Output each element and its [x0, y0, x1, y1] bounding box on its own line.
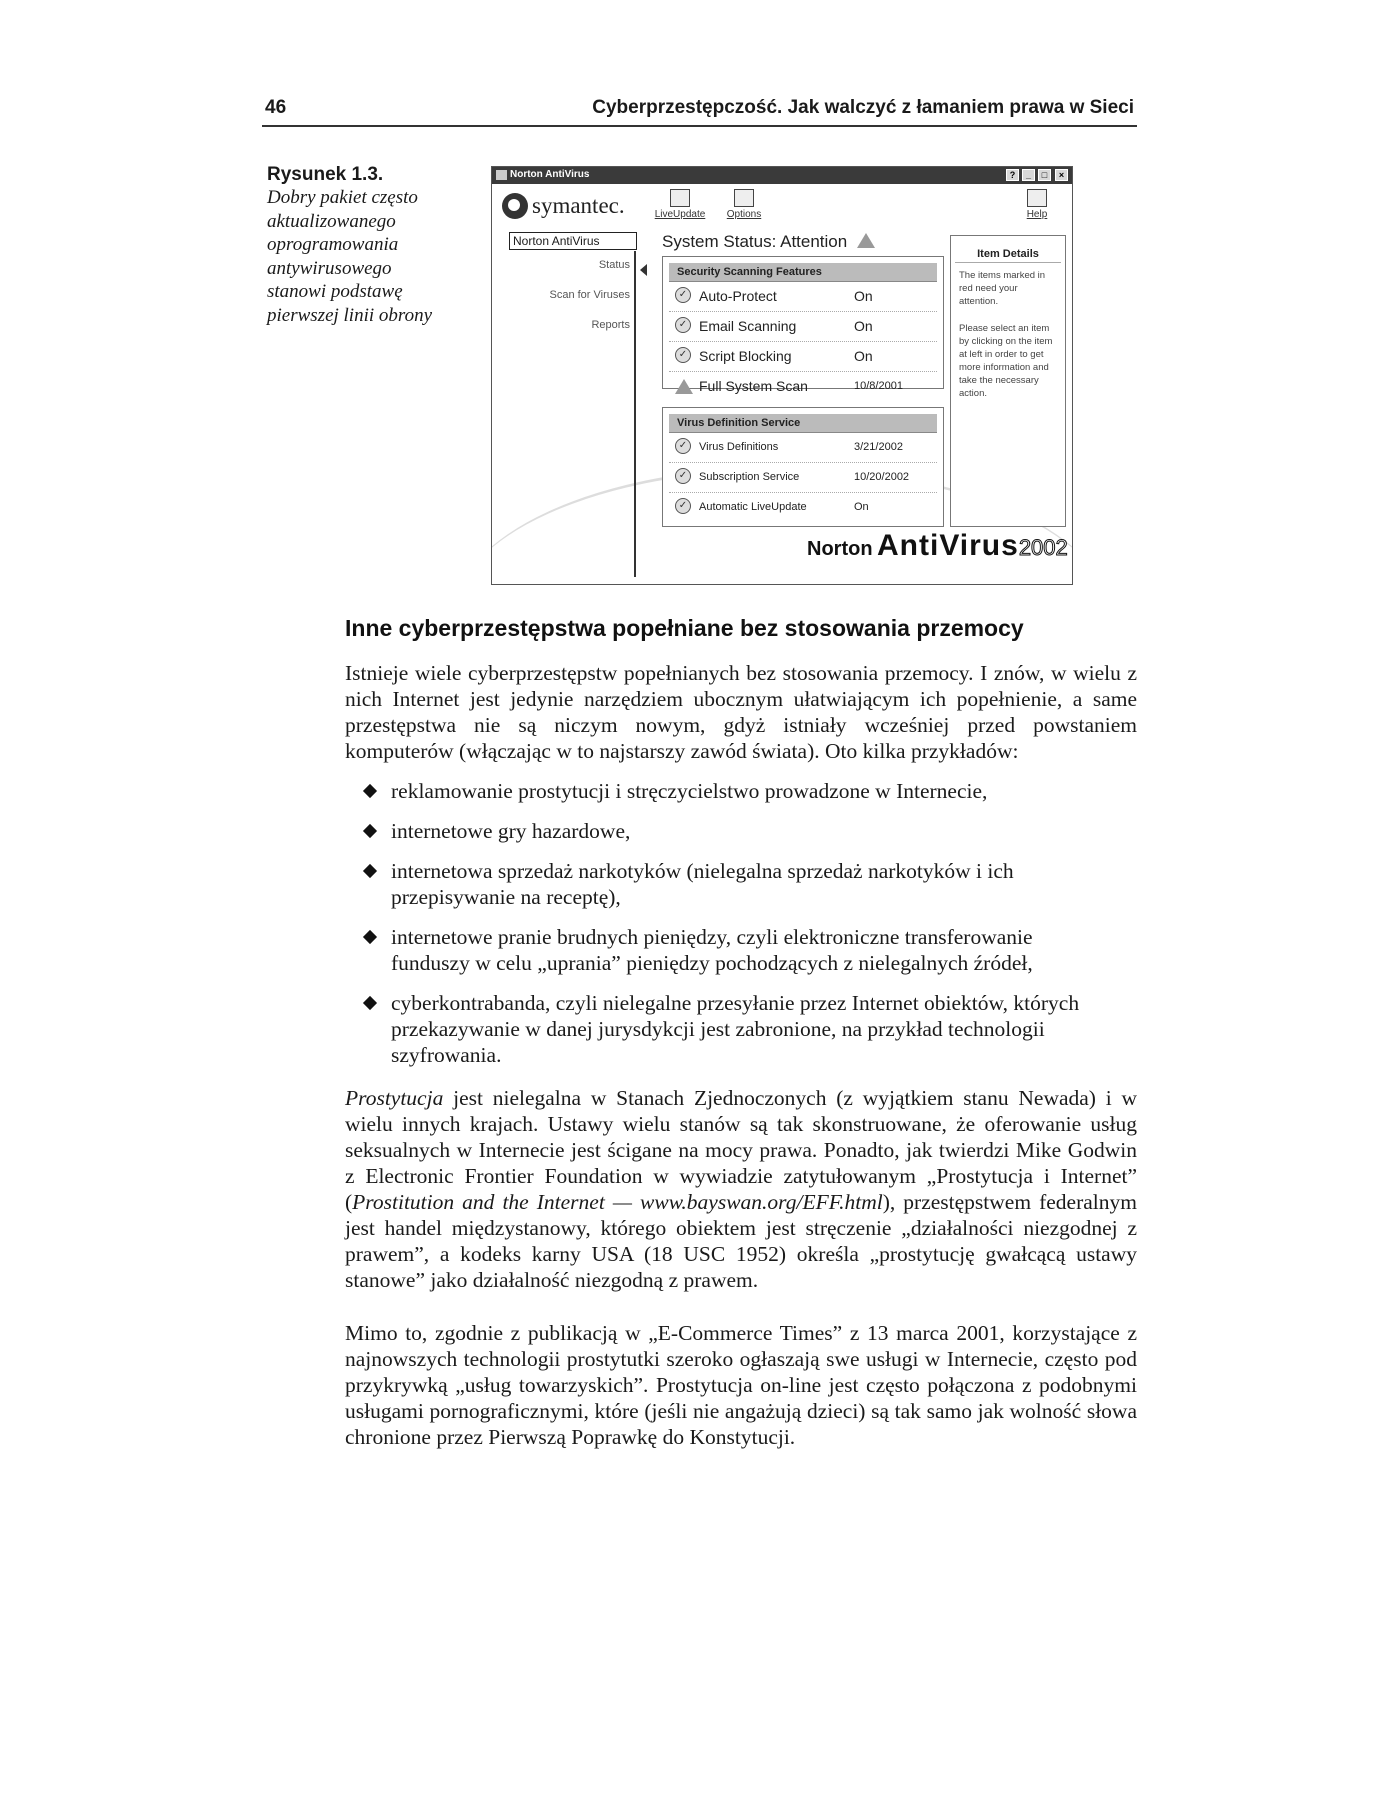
- close-icon[interactable]: ×: [1055, 169, 1068, 181]
- list-item-text: reklamowanie prostytucji i stręczycielstwo prowadzone w Internecie,: [391, 779, 988, 803]
- row-value: 10/8/2001: [854, 380, 903, 392]
- paragraph-prostitution: [345, 1085, 1137, 1293]
- list-item: [360, 778, 1100, 804]
- row-value: On: [854, 348, 873, 364]
- check-icon: ✓: [675, 498, 691, 514]
- nav-item-reports[interactable]: Reports: [591, 319, 630, 331]
- row-name: Full System Scan: [699, 378, 808, 394]
- list-item: [360, 818, 1100, 844]
- virus-row-definitions[interactable]: [669, 433, 937, 463]
- figure-caption: [267, 164, 437, 327]
- item-details-title: Item Details: [955, 248, 1061, 263]
- liveupdate-button[interactable]: [650, 189, 710, 223]
- brand-norton: Norton: [807, 538, 873, 560]
- virus-row-subscription[interactable]: [669, 463, 937, 493]
- diamond-bullet-icon: [363, 784, 377, 798]
- minimize-icon[interactable]: _: [1022, 169, 1035, 181]
- running-header: [262, 95, 1137, 127]
- check-icon: ✓: [675, 317, 691, 333]
- liveupdate-label: LiveUpdate: [654, 209, 706, 220]
- diamond-bullet-icon: [363, 930, 377, 944]
- security-row-script-blocking[interactable]: [669, 342, 937, 372]
- list-item: [360, 924, 1100, 976]
- norton-antivirus-brand: [807, 529, 1068, 563]
- virus-row-automatic-liveupdate[interactable]: [669, 493, 937, 522]
- help-icon: [1027, 189, 1047, 207]
- system-status-heading: [662, 232, 875, 252]
- list-item-text: internetowe gry hazardowe,: [391, 819, 631, 843]
- options-icon: [734, 189, 754, 207]
- row-name: Script Blocking: [699, 348, 792, 364]
- system-status-text: System Status: Attention: [662, 232, 848, 251]
- security-panel-title: Security Scanning Features: [669, 263, 937, 282]
- security-scanning-panel: [662, 256, 944, 394]
- norton-screenshot: [491, 166, 1073, 585]
- running-title: Cyberprzestępczość. Jak walczyć z łamaniem prawa w Sieci: [592, 97, 1134, 118]
- options-label: Options: [726, 209, 762, 220]
- row-value: On: [854, 318, 873, 334]
- paragraph-text-1: jest nielegalna w Stanach Zjednoczonych (z wyjątkiem stanu Newada) i w wielu innych krajach. Ustawy wielu stanów są tak skonstruowane, że oferowanie usług seksualnych w Internecie jest ścigane na mocy prawa. Ponadto, jak twierdzi Mike Godwin z Electronic Frontier Foundation w wywiadzie zatytułowanym „Prostytucja i Internet” (: [345, 1086, 1137, 1214]
- item-details-text-1: The items marked in red need your attention.: [959, 270, 1046, 307]
- row-value: On: [854, 288, 873, 304]
- security-row-auto-protect[interactable]: [669, 282, 937, 312]
- list-item: [360, 990, 1080, 1068]
- maximize-icon[interactable]: □: [1038, 169, 1051, 181]
- list-item-text: internetowe pranie brudnych pieniędzy, czyli elektroniczne transferowanie funduszy w celu „uprania” pieniędzy pochodzących z nielegalnych źródeł,: [391, 925, 1033, 975]
- diamond-bullet-icon: [363, 824, 377, 838]
- figure-caption-text: Dobry pakiet często aktualizowanego oprogramowania antywirusowego stanowi podstawę pierwszej linii obrony: [267, 187, 433, 326]
- row-name: Auto-Protect: [699, 288, 777, 304]
- check-icon: ✓: [675, 287, 691, 303]
- section-title: Inne cyberprzestępstwa popełniane bez stosowania przemocy: [345, 615, 1024, 641]
- page-number: 46: [265, 97, 287, 118]
- list-item: [360, 858, 1040, 910]
- app-icon: [496, 170, 507, 180]
- help-label: Help: [1026, 209, 1048, 220]
- window-titlebar: [492, 167, 1072, 184]
- paragraph-intro: Istnieje wiele cyberprzestępstw popełnianych bez stosowania przemocy. I znów, w wielu z nich Internet jest jedynie narzędziem ubocznym ułatwiającym ich popełnienie, a same przestępstwa nie są niczym nowym, gdyż istniały wcześniej przed powstaniem komputerów (włączając w to najstarszy zawód świata). Oto kilka przykładów:: [345, 661, 1137, 763]
- paragraph-text-2: ), przestępstwem federalnym jest handel międzystanowy, którego obiektem jest stręczenie „działalności niezgodnej z prawem”, a kodeks karny USA (18 USC 1952) określa „prostytucję gwałcącą ustawy stanowe” jako działalność niezgodną z prawem.: [345, 1190, 1137, 1292]
- security-row-full-system-scan[interactable]: [669, 372, 937, 401]
- nav-divider: [634, 251, 636, 577]
- emphasis-reference: Prostitution and the Internet — www.bayswan.org/EFF.html: [352, 1190, 883, 1214]
- row-value: On: [854, 501, 869, 513]
- diamond-bullet-icon: [363, 864, 377, 878]
- virus-panel-title: Virus Definition Service: [669, 414, 937, 433]
- help-button[interactable]: [1007, 189, 1067, 223]
- brand-year: 2002: [1018, 535, 1068, 560]
- brand-antivirus: AntiVirus: [877, 529, 1019, 562]
- figure-label: Rysunek 1.3.: [267, 164, 384, 185]
- nav-selected-arrow-icon: [640, 264, 647, 276]
- virus-definition-panel: [662, 407, 944, 527]
- help-context-icon[interactable]: ?: [1006, 169, 1019, 181]
- list-item-text: internetowa sprzedaż narkotyków (nielegalna sprzedaż narkotyków i ich przepisywanie na receptę),: [391, 859, 1014, 909]
- nav-item-norton-antivirus[interactable]: Norton AntiVirus: [509, 232, 637, 250]
- nav-item-status[interactable]: Status: [598, 259, 630, 271]
- options-button[interactable]: [714, 189, 774, 223]
- row-name: Virus Definitions: [699, 441, 779, 453]
- check-icon: ✓: [675, 347, 691, 363]
- warning-icon: [675, 379, 693, 394]
- check-icon: ✓: [675, 438, 691, 454]
- diamond-bullet-icon: [363, 996, 377, 1010]
- security-row-email-scanning[interactable]: [669, 312, 937, 342]
- row-value: 3/21/2002: [854, 441, 903, 453]
- warning-icon: [857, 233, 875, 248]
- list-item-text: cyberkontrabanda, czyli nielegalne przesyłanie przez Internet obiektów, których przekazywanie w danej jurysdykcji jest zabronione, na przykład technologii szyfrowania.: [391, 991, 1080, 1067]
- item-details-panel: [950, 235, 1066, 527]
- row-name: Automatic LiveUpdate: [699, 501, 807, 513]
- symantec-logo-text: symantec.: [532, 193, 625, 218]
- row-value: 10/20/2002: [854, 471, 910, 483]
- row-name: Email Scanning: [699, 318, 797, 334]
- check-icon: ✓: [675, 468, 691, 484]
- symantec-logo-icon: [502, 193, 528, 219]
- item-details-text-2: Please select an item by clicking on the item at left in order to get more information and take the necessary action.: [959, 323, 1053, 399]
- emphasis-prostytucja: Prostytucja: [345, 1086, 444, 1110]
- nav-item-scan-for-viruses[interactable]: Scan for Viruses: [549, 289, 630, 301]
- paragraph-ecommerce: Mimo to, zgodnie z publikacją w „E-Commerce Times” z 13 marca 2001, korzystające z najnowszych technologii prostytutki szeroko ogłaszają swe usługi w Internecie, często pod przykrywką „usług towarzyskich”. Prostytucja on-line jest często połączona z podobnymi usługami pornograficznymi, które (jeśli nie angażują dzieci) są tak samo jak wolność słowa chronione przez Pierwszą Poprawkę do Konstytucji.: [345, 1321, 1137, 1449]
- liveupdate-icon: [670, 189, 690, 207]
- window-title: Norton AntiVirus: [510, 169, 590, 180]
- row-name: Subscription Service: [699, 471, 800, 483]
